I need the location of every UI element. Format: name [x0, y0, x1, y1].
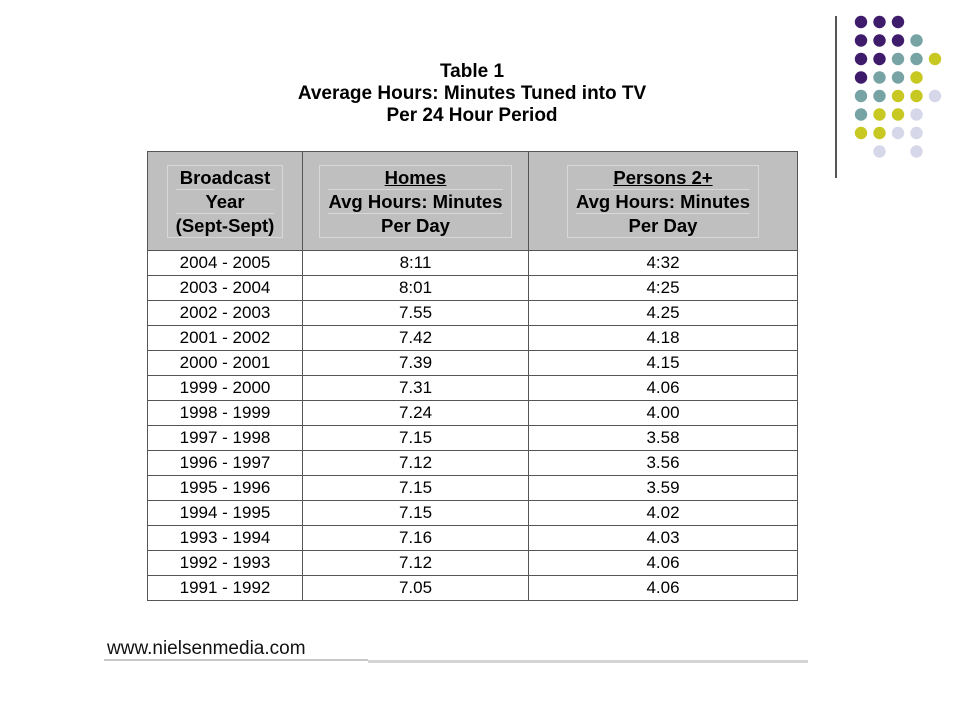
- table-row: [148, 326, 798, 351]
- homes-cell: 7.16: [303, 526, 529, 551]
- decorative-dot: [910, 127, 922, 139]
- decorative-dot: [873, 71, 885, 83]
- year-cell: 1994 - 1995: [148, 501, 303, 526]
- title-line-2: Average Hours: Minutes Tuned into TV: [297, 83, 647, 104]
- footer-rule-light: [368, 660, 808, 663]
- table-row: [148, 476, 798, 501]
- persons-cell: 3.59: [529, 476, 798, 501]
- table-row: [148, 501, 798, 526]
- header-text: Avg Hours: Minutes: [328, 190, 503, 212]
- year-cell: 2001 - 2002: [148, 326, 303, 351]
- header-text: Per Day: [381, 214, 450, 236]
- persons-cell: 4.00: [529, 401, 798, 426]
- decorative-dot: [910, 71, 922, 83]
- table-row: [148, 301, 798, 326]
- table-row: [148, 451, 798, 476]
- decorative-dot: [892, 71, 904, 83]
- table-row: [148, 351, 798, 376]
- title-line-1: Table 1: [439, 61, 505, 82]
- homes-cell: 8:01: [303, 276, 529, 301]
- decorative-dot: [892, 127, 904, 139]
- table-row: [148, 551, 798, 576]
- year-cell: 1992 - 1993: [148, 551, 303, 576]
- homes-cell: 7.15: [303, 426, 529, 451]
- table-row: [148, 401, 798, 426]
- decorative-dot: [892, 16, 904, 28]
- homes-cell: 7.55: [303, 301, 529, 326]
- year-cell: 2004 - 2005: [148, 251, 303, 276]
- decorative-dot: [873, 53, 885, 65]
- decorative-dot: [929, 53, 941, 65]
- title-line-3: Per 24 Hour Period: [386, 105, 558, 126]
- header-text: Broadcast: [176, 166, 275, 190]
- table-row: [148, 426, 798, 451]
- persons-cell: 4:25: [529, 276, 798, 301]
- homes-cell: 7.15: [303, 501, 529, 526]
- year-cell: 2003 - 2004: [148, 276, 303, 301]
- header-text: Year: [176, 190, 275, 214]
- year-cell: 1991 - 1992: [148, 576, 303, 601]
- table-row: [148, 276, 798, 301]
- header-broadcast-year: [148, 152, 303, 251]
- table-row: [148, 526, 798, 551]
- year-cell: 2000 - 2001: [148, 351, 303, 376]
- year-cell: 2002 - 2003: [148, 301, 303, 326]
- homes-cell: 7.24: [303, 401, 529, 426]
- homes-cell: 8:11: [303, 251, 529, 276]
- decorative-dot: [910, 34, 922, 46]
- vertical-divider: [835, 16, 837, 178]
- table-row: [148, 376, 798, 401]
- tv-hours-table: [147, 151, 798, 601]
- year-cell: 1997 - 1998: [148, 426, 303, 451]
- decorative-dot: [892, 34, 904, 46]
- year-cell: 1996 - 1997: [148, 451, 303, 476]
- persons-cell: 3.58: [529, 426, 798, 451]
- persons-cell: 4.02: [529, 501, 798, 526]
- homes-cell: 7.05: [303, 576, 529, 601]
- decorative-dot: [873, 16, 885, 28]
- persons-cell: 4.18: [529, 326, 798, 351]
- header-text: Homes: [328, 166, 502, 190]
- persons-cell: 4.25: [529, 301, 798, 326]
- decorative-dot: [855, 71, 867, 83]
- decorative-dot: [855, 127, 867, 139]
- year-cell: 1993 - 1994: [148, 526, 303, 551]
- homes-cell: 7.42: [303, 326, 529, 351]
- header-row: [148, 152, 798, 251]
- persons-cell: 4.06: [529, 551, 798, 576]
- decorative-dot: [873, 127, 885, 139]
- source-link[interactable]: www.nielsenmedia.com: [107, 638, 306, 659]
- year-cell: 1999 - 2000: [148, 376, 303, 401]
- decorative-dot: [855, 90, 867, 102]
- decorative-dot: [910, 145, 922, 157]
- decorative-dot: [910, 53, 922, 65]
- table-title: [200, 61, 744, 127]
- persons-cell: 4.03: [529, 526, 798, 551]
- header-homes: [303, 152, 529, 251]
- homes-cell: 7.15: [303, 476, 529, 501]
- decorative-dot: [892, 53, 904, 65]
- decorative-dot: [855, 34, 867, 46]
- decorative-dot: [855, 16, 867, 28]
- persons-cell: 4.15: [529, 351, 798, 376]
- persons-cell: 3.56: [529, 451, 798, 476]
- decorative-dot: [873, 90, 885, 102]
- header-persons: [529, 152, 798, 251]
- decorative-dot: [910, 90, 922, 102]
- header-text: Per Day: [628, 214, 698, 236]
- decorative-dot: [929, 90, 941, 102]
- homes-cell: 7.12: [303, 551, 529, 576]
- table-row: [148, 576, 798, 601]
- table-row: [148, 251, 798, 276]
- homes-cell: 7.12: [303, 451, 529, 476]
- decorative-dot: [873, 34, 885, 46]
- decorative-dot: [873, 145, 885, 157]
- homes-cell: 7.31: [303, 376, 529, 401]
- header-text: Persons 2+: [576, 166, 750, 190]
- header-text: Avg Hours: Minutes: [575, 190, 751, 212]
- decorative-dot: [892, 108, 904, 120]
- footer-rule: [104, 659, 368, 661]
- year-cell: 1995 - 1996: [148, 476, 303, 501]
- decorative-dot: [855, 108, 867, 120]
- decorative-dot: [873, 108, 885, 120]
- decorative-dot: [892, 90, 904, 102]
- persons-cell: 4.06: [529, 376, 798, 401]
- tv-hours-table-container: [147, 151, 797, 601]
- persons-cell: 4.06: [529, 576, 798, 601]
- decorative-dot: [855, 53, 867, 65]
- persons-cell: 4:32: [529, 251, 798, 276]
- homes-cell: 7.39: [303, 351, 529, 376]
- header-text: (Sept-Sept): [175, 214, 275, 236]
- year-cell: 1998 - 1999: [148, 401, 303, 426]
- decorative-dot: [910, 108, 922, 120]
